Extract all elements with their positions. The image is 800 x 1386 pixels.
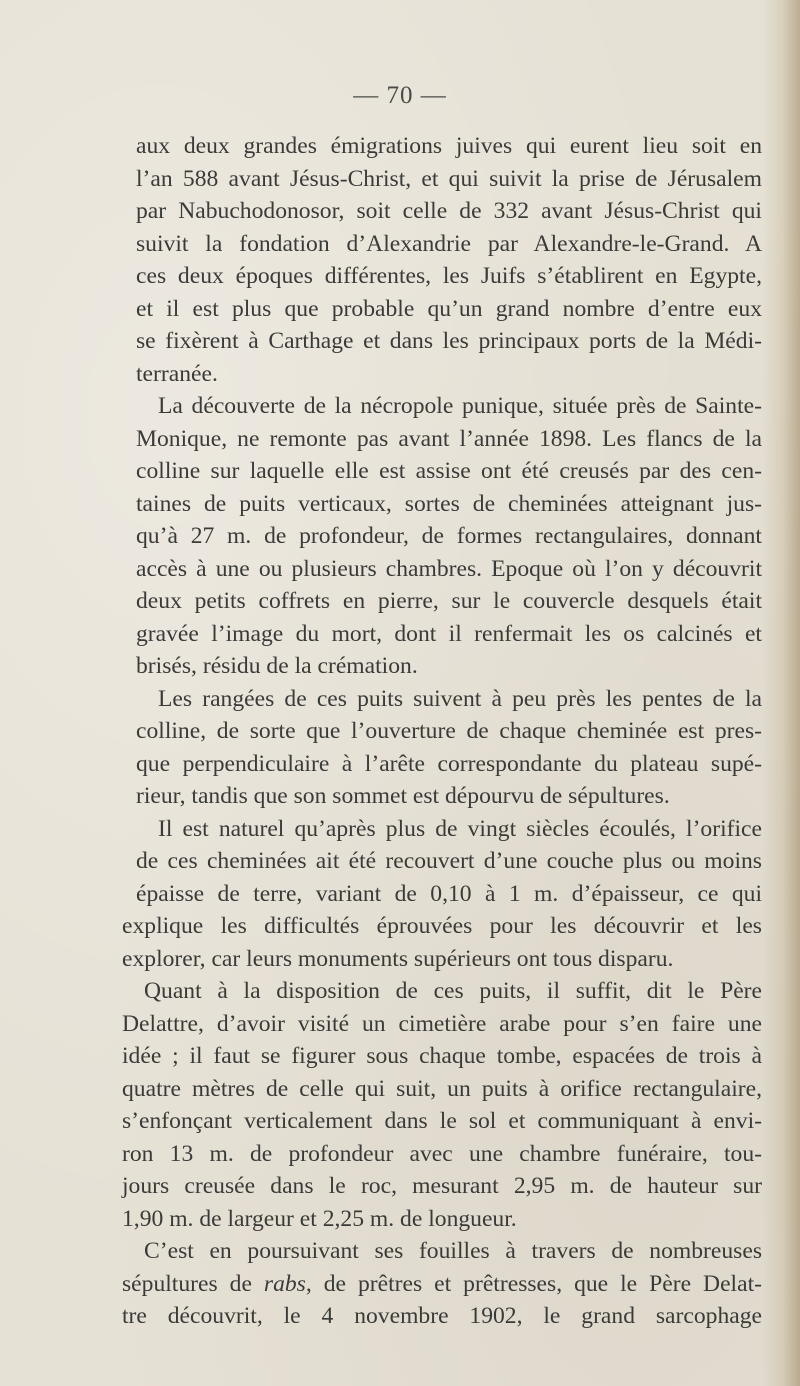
text-line: colline, de sorte que l’ouverture de chaque cheminée est pres- [136,718,762,744]
text-line: l’an 588 avant Jésus-Christ, et qui suivit la prise de Jérusalem [136,165,762,192]
text-line: tre découvrit, le 4 novembre 1902, le grand sarcophage [122,1303,762,1329]
paragraph-start-line: La découverte de la nécropole punique, située près de Sainte- [158,393,762,419]
text-line: épaisse de terre, variant de 0,10 à 1 m. d’épaisseur, ce qui [136,880,762,907]
text-line: ces deux époques différentes, les Juifs s’établirent en Egypte, [136,263,762,289]
page-number: — 70 — [353,82,447,109]
text-line: 1,90 m. de largeur et 2,25 m. de longueur. [122,1205,517,1232]
text-line: brisés, résidu de la crémation. [136,653,418,679]
body-text [122,130,762,1333]
text-line: ron 13 m. de profondeur avec une chambre funéraire, tou- [122,1140,762,1167]
text-line [122,1268,762,1301]
text-line: Delattre, d’avoir visité un cimetière arabe pour s’en faire une [122,1010,762,1037]
italic-word: rabs [263,1270,306,1297]
text-line: colline sur laquelle elle est assise ont été creusés par des cen- [136,458,762,484]
text-line: idée ; il faut se figurer sous chaque tombe, espacées de trois à [122,1043,762,1069]
text-line: deux petits coffrets en pierre, sur le couvercle desquels était [136,588,762,614]
text-line: gravée l’image du mort, dont il renfermait les os calcinés et [136,620,762,647]
paragraph-start-line: C’est en poursuivant ses fouilles à travers de nombreuses [144,1238,762,1264]
text-line: par Nabuchodonosor, soit celle de 332 avant Jésus-Christ qui [136,198,762,224]
paragraph-start-line: Quant à la disposition de ces puits, il suffit, dit le Père [144,978,762,1004]
text-line: se fixèrent à Carthage et dans les principaux ports de la Médi- [136,328,762,354]
text-line: qu’à 27 m. de profondeur, de formes rectangulaires, donnant [136,523,762,549]
text-segment: , de prêtres et prêtresses, que le Père Delat- [305,1270,762,1297]
text-line: suivit la fondation d’Alexandrie par Alexandre-le-Grand. A [136,230,762,257]
page-edge-shadow [762,0,800,1386]
text-line: et il est plus que probable qu’un grand nombre d’entre eux [136,295,762,322]
text-line: explique les difficultés éprouvées pour les découvrir et les [122,913,762,939]
text-line: terranée. [136,360,218,387]
text-line: que perpendiculaire à l’arête correspondante du plateau supé- [136,750,762,777]
text-line: aux deux grandes émigrations juives qui eurent lieu soit en [136,133,762,159]
text-line: rieur, tandis que son sommet est dépourvu de sépultures. [136,783,670,809]
text-segment: sépultures de [122,1270,252,1297]
paragraph-start-line: Les rangées de ces puits suivent à peu près les pentes de la [158,685,762,712]
text-line: quatre mètres de celle qui suit, un puits à orifice rectangulaire, [122,1075,762,1102]
text-line: de ces cheminées ait été recouvert d’une couche plus ou moins [136,848,762,874]
text-line: explorer, car leurs monuments supérieurs ont tous disparu. [122,945,674,972]
text-line: taines de puits verticaux, sortes de cheminées atteignant jus- [136,490,762,517]
paragraph-start-line: Il est naturel qu’après plus de vingt siècles écoulés, l’orifice [158,815,762,842]
text-line: jours creusée dans le roc, mesurant 2,95 m. de hauteur sur [122,1173,762,1199]
text-line: s’enfonçant verticalement dans le sol et communiquant à envi- [122,1108,762,1134]
text-line: Monique, ne remonte pas avant l’année 1898. Les flancs de la [136,425,762,452]
text-line: accès à une ou plusieurs chambres. Epoque où l’on y découvrit [136,555,762,582]
